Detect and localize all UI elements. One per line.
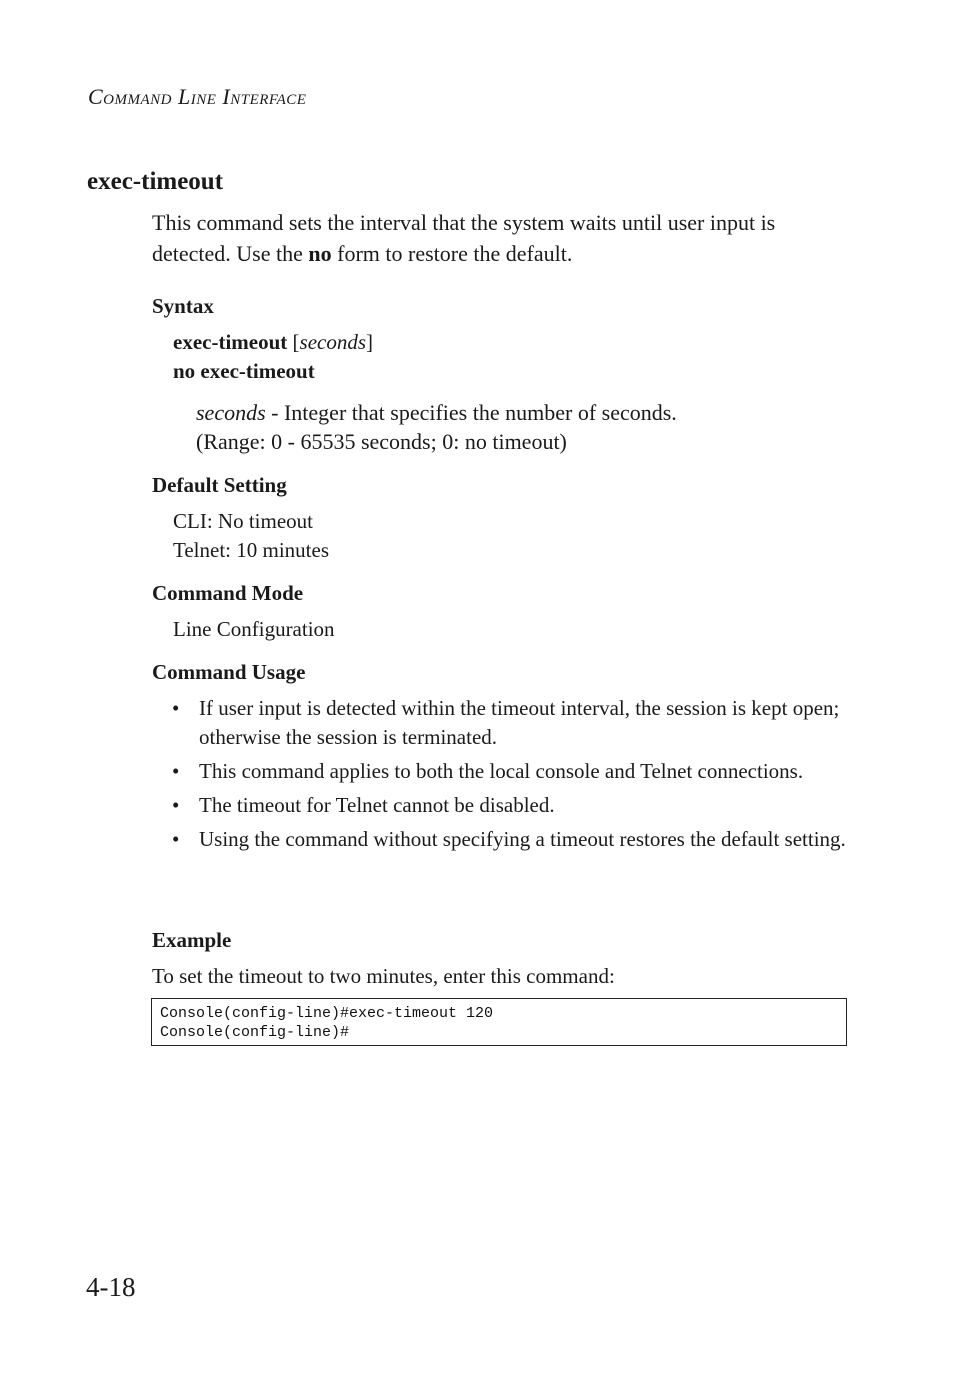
param-desc-text: - Integer that specifies the number of seconds. <box>265 400 677 425</box>
syntax-line-2: no exec-timeout <box>173 359 315 383</box>
default-setting-cli: CLI: No timeout <box>173 509 313 533</box>
bullet: • <box>172 793 180 817</box>
code-example-box <box>151 998 847 1046</box>
description-no-keyword: no <box>308 241 332 266</box>
page-number: 4-18 <box>86 1272 136 1302</box>
bullet: • <box>172 759 180 783</box>
param-name: seconds <box>196 400 266 425</box>
command-usage-heading: Command Usage <box>152 660 306 684</box>
usage-text: If user input is detected within the timeout interval, the session is kept open; otherwise the session is terminated. <box>199 696 840 749</box>
description-text-end: form to restore the default. <box>331 241 573 266</box>
usage-text: This command applies to both the local console and Telnet connections. <box>199 759 804 783</box>
list-item <box>152 757 852 786</box>
param-range: (Range: 0 - 65535 seconds; 0: no timeout) <box>196 429 567 454</box>
code-line: Console(config-line)# <box>160 1024 350 1041</box>
description-text: This command sets the interval that the system waits until user input is detected. Use the <box>152 210 776 266</box>
command-usage-list <box>152 694 852 859</box>
bullet: • <box>172 827 180 851</box>
syntax-command: exec-timeout <box>173 330 288 354</box>
command-description <box>152 207 842 269</box>
default-setting-telnet: Telnet: 10 minutes <box>173 538 330 562</box>
list-item <box>152 694 852 752</box>
usage-text: The timeout for Telnet cannot be disabled. <box>199 793 555 817</box>
list-item <box>152 791 852 820</box>
usage-text: Using the command without specifying a timeout restores the default setting. <box>199 827 846 851</box>
running-head: Command Line Interface <box>88 84 307 109</box>
syntax-bracket-open: [ <box>287 330 300 354</box>
syntax-param: seconds <box>299 330 367 354</box>
param-description <box>196 400 677 426</box>
syntax-line-1 <box>173 330 373 355</box>
list-item <box>152 825 852 854</box>
command-mode-heading: Command Mode <box>152 581 304 605</box>
code-line: Console(config-line)#exec-timeout 120 <box>160 1005 494 1022</box>
bullet: • <box>172 696 180 720</box>
example-heading: Example <box>152 928 232 952</box>
example-intro: To set the timeout to two minutes, enter this command: <box>152 964 615 988</box>
command-mode-value: Line Configuration <box>173 617 335 641</box>
syntax-bracket-close: ] <box>366 330 374 354</box>
syntax-heading: Syntax <box>152 294 214 318</box>
command-title: exec-timeout <box>87 168 224 195</box>
default-setting-heading: Default Setting <box>152 473 287 497</box>
